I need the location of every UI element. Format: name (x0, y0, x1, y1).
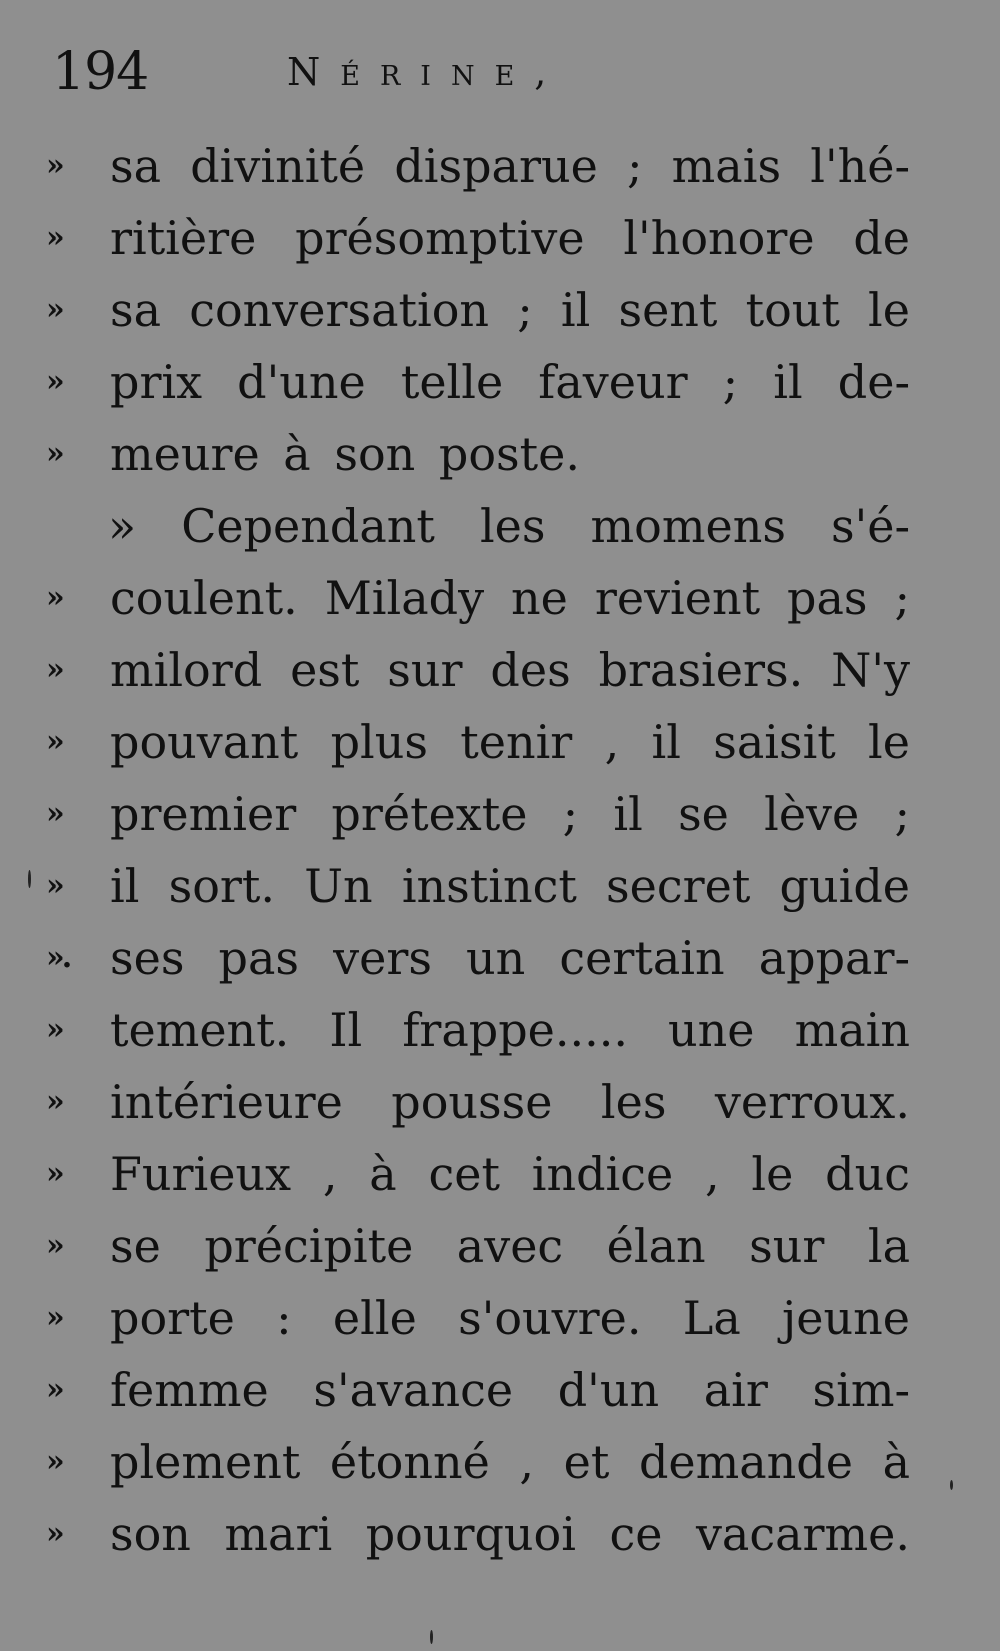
text-line-3 (0, 274, 1000, 346)
line-text: tement. Il frappe..... une main (110, 1003, 910, 1057)
text-line-17 (0, 1282, 1000, 1354)
text-line-18 (0, 1354, 1000, 1426)
text-line-1 (0, 130, 1000, 202)
line-text: pouvant plus tenir , il saisit le (110, 715, 910, 769)
paper-speck (950, 1480, 953, 1490)
line-text: premier prétexte ; il se lève ; (110, 787, 910, 841)
text-line-4 (0, 346, 1000, 418)
line-text: femme s'avance d'un air sim- (110, 1363, 910, 1417)
quote-mark: » (46, 1156, 62, 1191)
paper-speck (28, 870, 31, 888)
page-number: 194 (52, 42, 149, 102)
line-text: se précipite avec élan sur la (110, 1219, 910, 1273)
line-text: plement étonné , et demande à (110, 1435, 910, 1489)
quote-mark: » (46, 868, 62, 903)
text-line-9 (0, 706, 1000, 778)
quote-mark: » (46, 652, 62, 687)
line-text: coulent. Milady ne revient pas ; (110, 571, 910, 625)
quote-mark: » (46, 724, 62, 759)
line-text: prix d'une telle faveur ; il de- (110, 355, 910, 409)
line-text: meure à son poste. (110, 427, 580, 481)
quote-mark: ». (46, 940, 70, 975)
quote-mark: » (46, 1012, 62, 1047)
text-line-5 (0, 418, 1000, 490)
line-text: sa divinité disparue ; mais l'hé- (110, 139, 910, 193)
quote-mark: » (46, 220, 62, 255)
text-line-19 (0, 1426, 1000, 1498)
line-text: intérieure pousse les verroux. (110, 1075, 910, 1129)
text-line-20 (0, 1498, 1000, 1570)
line-text: ritière présomptive l'honore de (110, 211, 910, 265)
text-line-7 (0, 562, 1000, 634)
text-line-8 (0, 634, 1000, 706)
line-text: il sort. Un instinct secret guide (110, 859, 910, 913)
text-line-14 (0, 1066, 1000, 1138)
line-text: son mari pourquoi ce vacarme. (110, 1507, 910, 1561)
page-header (52, 42, 952, 122)
text-line-13 (0, 994, 1000, 1066)
quote-mark: » (46, 796, 62, 831)
line-text: porte : elle s'ouvre. La jeune (110, 1291, 910, 1345)
text-line-11 (0, 850, 1000, 922)
line-text: milord est sur des brasiers. N'y (110, 643, 910, 697)
quote-mark: » (46, 364, 62, 399)
quote-mark: » (46, 1228, 62, 1263)
quote-mark: » (46, 292, 62, 327)
quote-mark: » (46, 1084, 62, 1119)
quote-mark: » (46, 580, 62, 615)
line-text: sa conversation ; il sent tout le (110, 283, 910, 337)
paper-speck (430, 1630, 433, 1644)
text-line-15 (0, 1138, 1000, 1210)
line-text: Furieux , à cet indice , le duc (110, 1147, 910, 1201)
page-body-text (0, 130, 1000, 1570)
quote-mark: » (46, 1516, 62, 1551)
quote-mark: » (46, 1444, 62, 1479)
quote-mark: » (46, 436, 62, 471)
text-line-2 (0, 202, 1000, 274)
text-line-6 (0, 490, 1000, 562)
text-line-16 (0, 1210, 1000, 1282)
text-line-12 (0, 922, 1000, 994)
quote-mark: » (46, 1300, 62, 1335)
quote-mark: » (46, 148, 62, 183)
line-text: » Cependant les momens s'é- (108, 499, 910, 553)
text-line-10 (0, 778, 1000, 850)
line-text: ses pas vers un certain appar- (110, 931, 910, 985)
running-title: Nérine, (287, 50, 567, 94)
quote-mark: » (46, 1372, 62, 1407)
